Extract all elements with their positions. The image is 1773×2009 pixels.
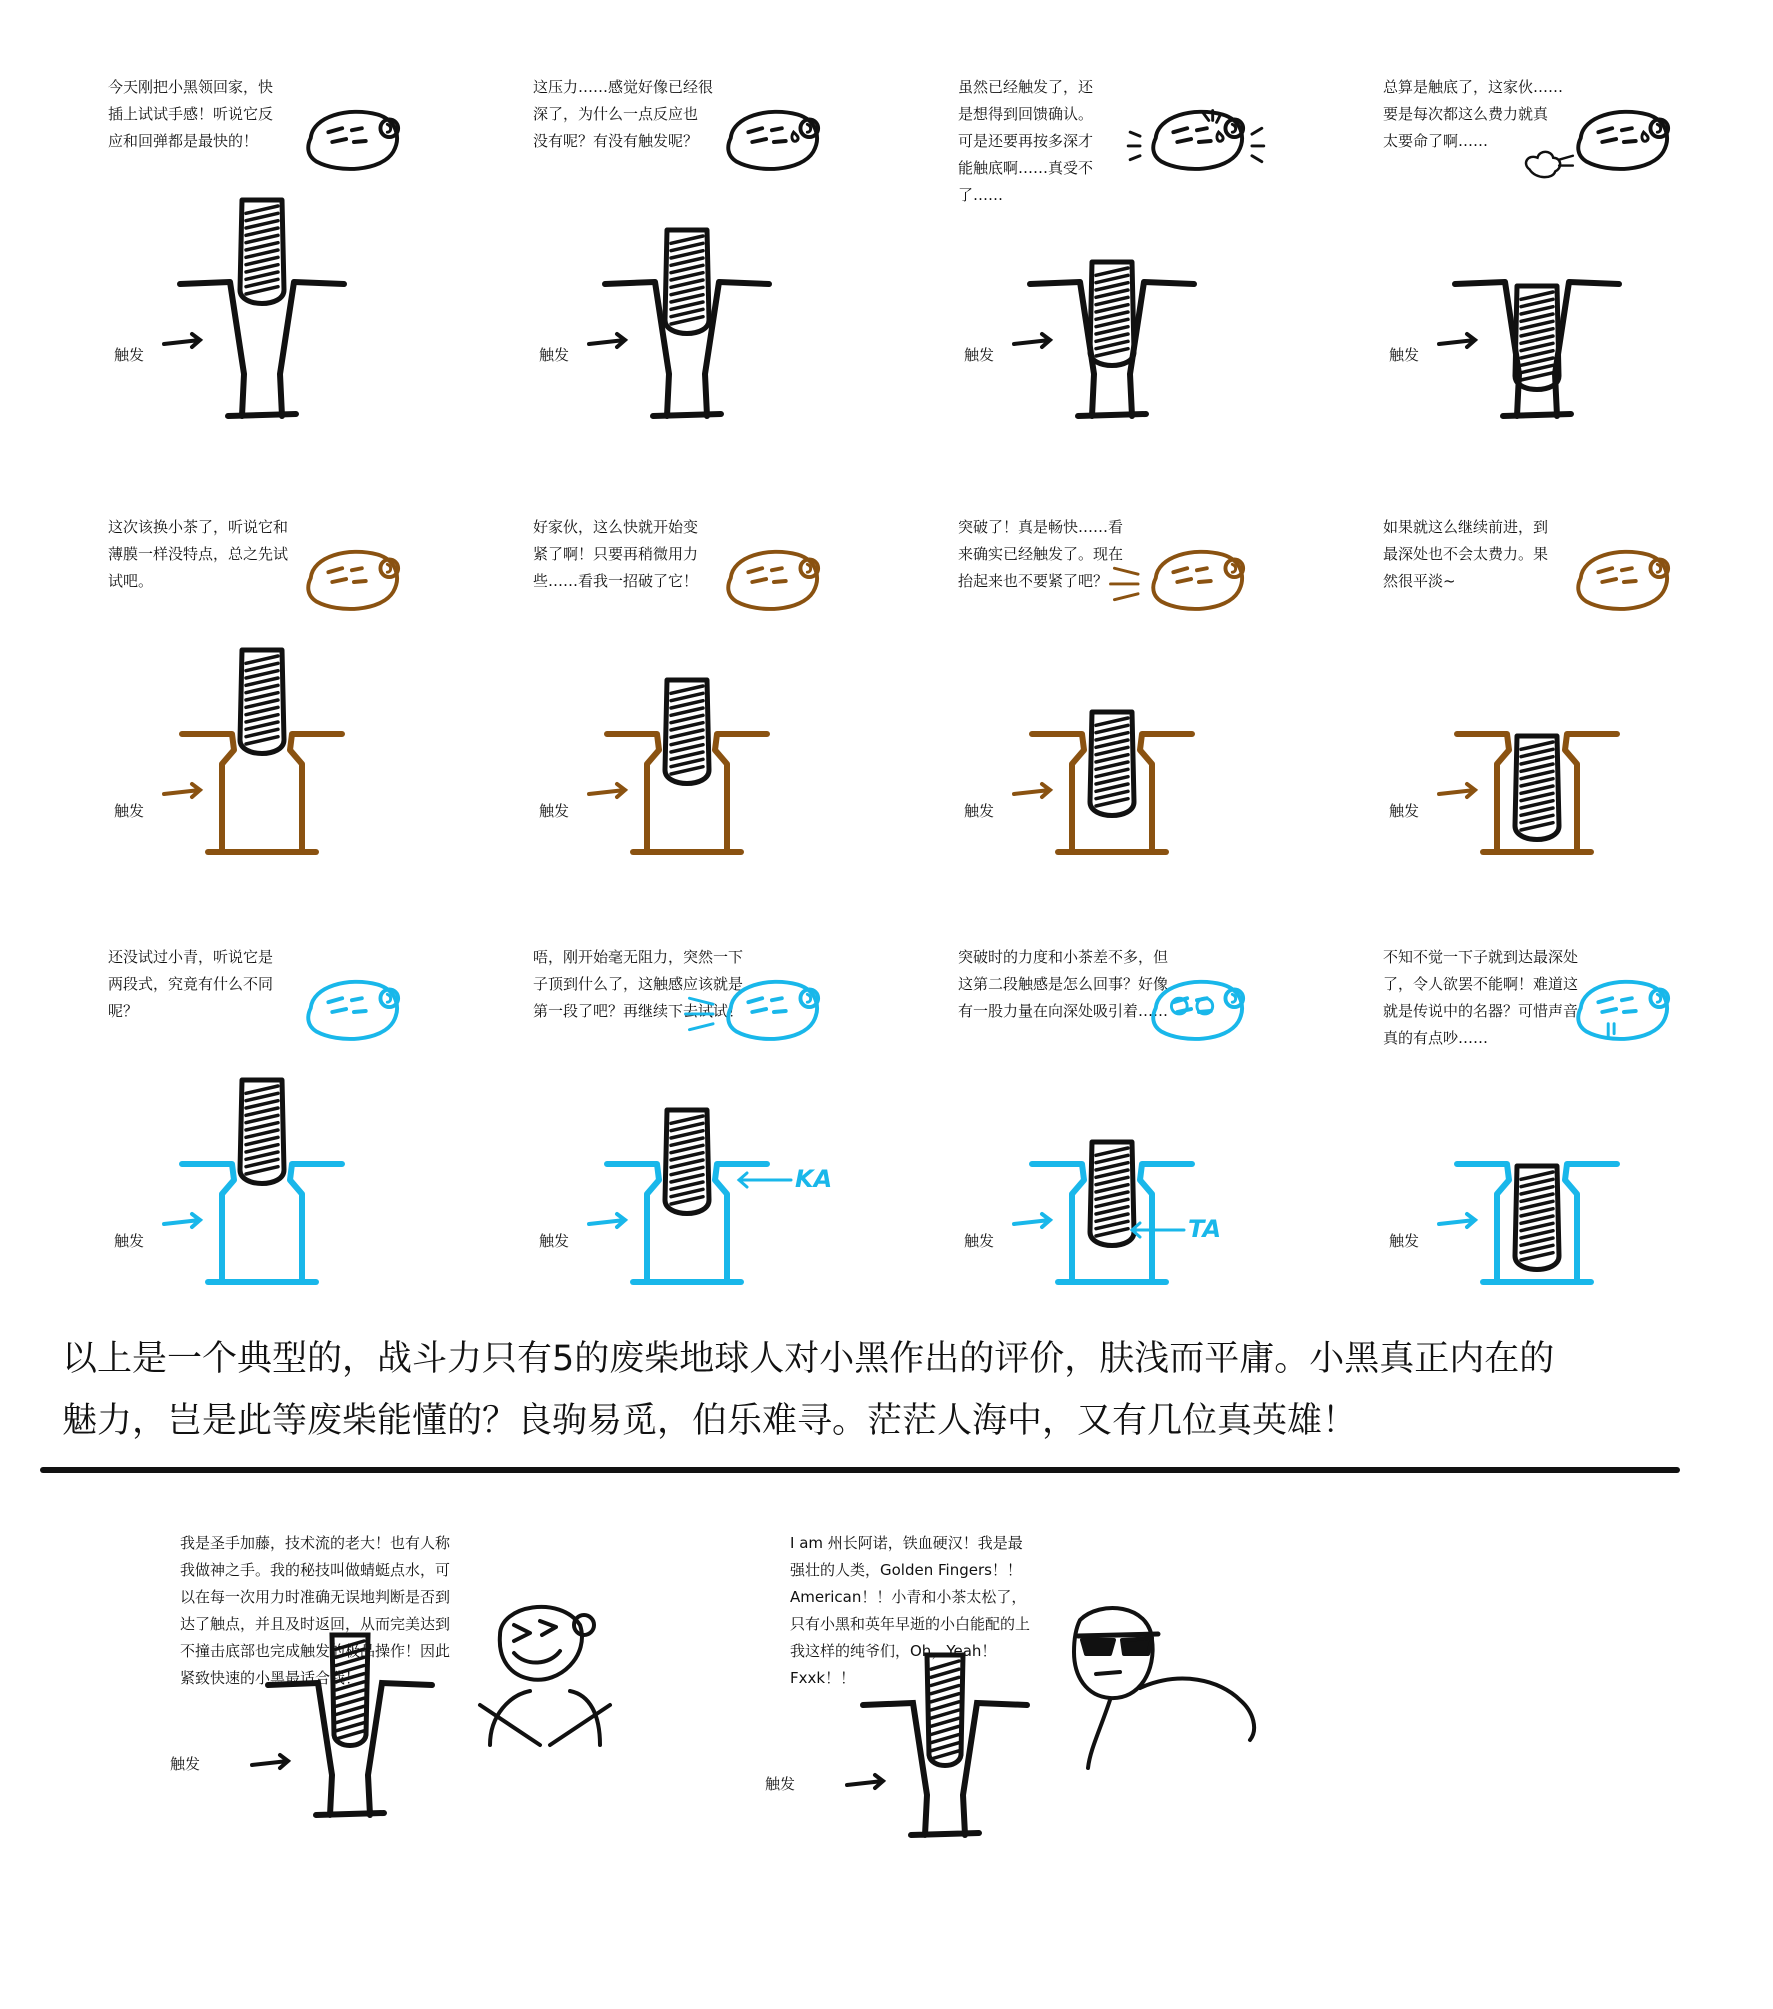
comic-panel-blue-4 [1355,930,1755,1370]
trigger-label: 触发 [539,1232,570,1250]
switch-diagram [240,1615,440,1845]
caption-line: 最深处也不会太费力。果 [1383,545,1549,563]
caption-line: 然很平淡~ [1383,572,1456,590]
caption-line: 这压力……感觉好像已经很 [533,78,714,96]
caption-line: 了…… [958,186,1004,204]
caption-line: 些……看我一招破了它！ [533,572,699,590]
caption-line: 不撞击底部也完成触发的极品操作！因此 [180,1642,451,1660]
trigger-label: 触发 [114,1232,145,1250]
determined-face-icon [715,542,825,622]
caption-line: 我是圣手加藤，技术流的老大！也有人称 [180,1534,451,1552]
drooling-face-icon [1565,972,1675,1052]
caption-line: I am 州长阿诺，铁血硬汉！我是最 [790,1534,1023,1552]
comic-panel-blue-3 [930,930,1330,1370]
relieved-face-icon [1140,542,1250,622]
switch-diagram [835,1635,1035,1865]
panel-caption [108,514,288,595]
caption-line: 这第二段触感是怎么回事？好像 [958,975,1169,993]
caption-line: 我做神之手。我的秘技叫做蜻蜓点水，可 [180,1561,451,1579]
switch-diagram [1002,190,1202,440]
caption-line: 深了，为什么一点反应也 [533,105,699,123]
trigger-label: 触发 [1389,802,1420,820]
caption-line: 我这样的纯爷们，Oh，Yeah！ [790,1642,997,1660]
trigger-label: 触发 [1389,346,1420,364]
caption-line: 抬起来也不要紧了吧？ [958,572,1109,590]
trigger-label: 触发 [1389,1232,1420,1250]
sound-effect-ta: TA [1188,1215,1222,1243]
caption-line: 紧致快速的小黑最适合我！ [180,1669,361,1687]
switch-diagram [577,1070,777,1320]
comic-panel-black-1 [80,60,480,500]
switch-diagram [1002,640,1202,890]
comic-panel-brown-3 [930,500,1330,940]
caption-line: 能触底啊……真受不 [958,159,1094,177]
caption-line: 虽然已经触发了，还 [958,78,1094,96]
switch-diagram [152,640,352,890]
caption-line: 总算是触底了，这家伙…… [1383,78,1564,96]
panel-caption [958,944,1168,1025]
caption-line: 以在每一次用力时准确无误地判断是否到 [180,1588,451,1606]
caption-line: 就是传说中的名器？可惜声音 [1383,1002,1579,1020]
caption-line: 子顶到什么了，这触感应该就是 [533,975,744,993]
sound-arrow-icon [733,1170,793,1190]
caption-line: 试吧。 [108,572,154,590]
panel-caption [1383,74,1563,155]
divider-line [40,1467,1680,1473]
trigger-label: 触发 [964,1232,995,1250]
comic-panel-brown-4 [1355,500,1755,940]
caption-line: 好家伙，这么快就开始变 [533,518,699,536]
panel-caption [1383,944,1578,1052]
panel-caption [533,514,698,595]
caption-line: 今天刚把小黑领回家，快 [108,78,274,96]
caption-line: 应和回弹都是最快的！ [108,132,259,150]
caption-line: 太要命了啊…… [1383,132,1489,150]
caption-line: 突破了！真是畅快……看 [958,518,1124,536]
switch-diagram [1427,640,1627,890]
caption-line: 如果就这么继续前进，到 [1383,518,1549,536]
trigger-label: 触发 [114,802,145,820]
curious-face-icon [295,972,405,1052]
sound-arrow-icon [1126,1220,1186,1240]
caption-line: 两段式，究竟有什么不同 [108,975,274,993]
caption-line: 突破时的力度和小茶差不多，但 [958,948,1169,966]
comic-panel-brown-2 [505,500,905,940]
panel-caption [108,944,273,1025]
caption-line: 达了触点，并且及时返回，从而完美达到 [180,1615,451,1633]
switch-diagram [1002,1070,1202,1320]
trigger-label: 触发 [964,346,995,364]
strained-face-icon [1140,102,1250,182]
switch-diagram [1427,190,1627,440]
caption-line: 了，令人欲罢不能啊！难道这 [1383,975,1579,993]
caption-line: American！！小青和小茶太松了， [790,1588,1027,1606]
happy-face-icon [295,102,405,182]
sigh-face-icon [1565,102,1675,182]
caption-line: Fxxk！！ [790,1669,856,1687]
switch-diagram [1427,1070,1627,1320]
panel-caption [958,514,1123,595]
panel-caption [958,74,1093,209]
caption-line: 强壮的人类，Golden Fingers！！ [790,1561,1022,1579]
caption-line: 第一段了吧？再继续下去试试！ [533,1002,744,1020]
panel-caption [533,74,713,155]
caption-line: 没有呢？有没有触发呢？ [533,132,699,150]
caption-line: 可是还要再按多深才 [958,132,1094,150]
trigger-label: 触发 [964,802,995,820]
sweat-face-icon [715,102,825,182]
comic-panel-blue-1 [80,930,480,1370]
sound-effect-ka: KA [795,1165,833,1193]
caption-line: 要是每次都这么费力就真 [1383,105,1549,123]
caption-line: 插上试试手感！听说它反 [108,105,274,123]
arnold-figure-icon [1040,1600,1260,1770]
caption-line: 还没试过小青，听说它是 [108,948,274,966]
trigger-label: 触发 [114,346,145,364]
calm-face-icon [1565,542,1675,622]
summary-line-1: 以上是一个典型的，战斗力只有5的废柴地球人对小黑作出的评价，肤浅而平庸。小黑真正内在的 [62,1339,1555,1379]
caption-line: 薄膜一样没特点，总之先试 [108,545,289,563]
surprised-face-icon [715,972,825,1052]
comic-panel-black-4 [1355,60,1755,500]
trigger-label: 触发 [539,346,570,364]
comic-panel-black-2 [505,60,905,500]
caption-line: 紧了啊！只要再稍微用力 [533,545,699,563]
panel-caption [108,74,273,155]
switch-diagram [577,190,777,440]
switch-diagram [152,1070,352,1320]
comic-panel-blue-2 [505,930,905,1370]
amazed-face-icon [1140,972,1250,1052]
trigger-label: 触发 [170,1755,201,1773]
caption-line: 来确实已经触发了。现在 [958,545,1124,563]
comic-panel-black-3 [930,60,1330,500]
caption-line: 这次该换小茶了，听说它和 [108,518,289,536]
caption-line: 是想得到回馈确认。 [958,105,1094,123]
caption-line: 真的有点吵…… [1383,1029,1489,1047]
summary-text [62,1328,1682,1452]
caption-line: 呢？ [108,1002,139,1020]
trigger-label: 触发 [765,1775,796,1793]
switch-diagram [577,640,777,890]
caption-line: 有一股力量在向深处吸引着…… [958,1002,1169,1020]
comic-panel-brown-1 [80,500,480,940]
kato-figure-icon [470,1595,690,1765]
panel-caption [1383,514,1548,595]
switch-diagram [152,190,352,440]
caption-line: 只有小黑和英年早逝的小白能配的上 [790,1615,1031,1633]
caption-line: 唔，刚开始毫无阻力，突然一下 [533,948,744,966]
neutral-face-icon [295,542,405,622]
summary-line-2: 魅力，岂是此等废柴能懂的？良驹易觅，伯乐难寻。茫茫人海中，又有几位真英雄！ [62,1401,1358,1441]
trigger-label: 触发 [539,802,570,820]
caption-line: 不知不觉一下子就到达最深处 [1383,948,1579,966]
